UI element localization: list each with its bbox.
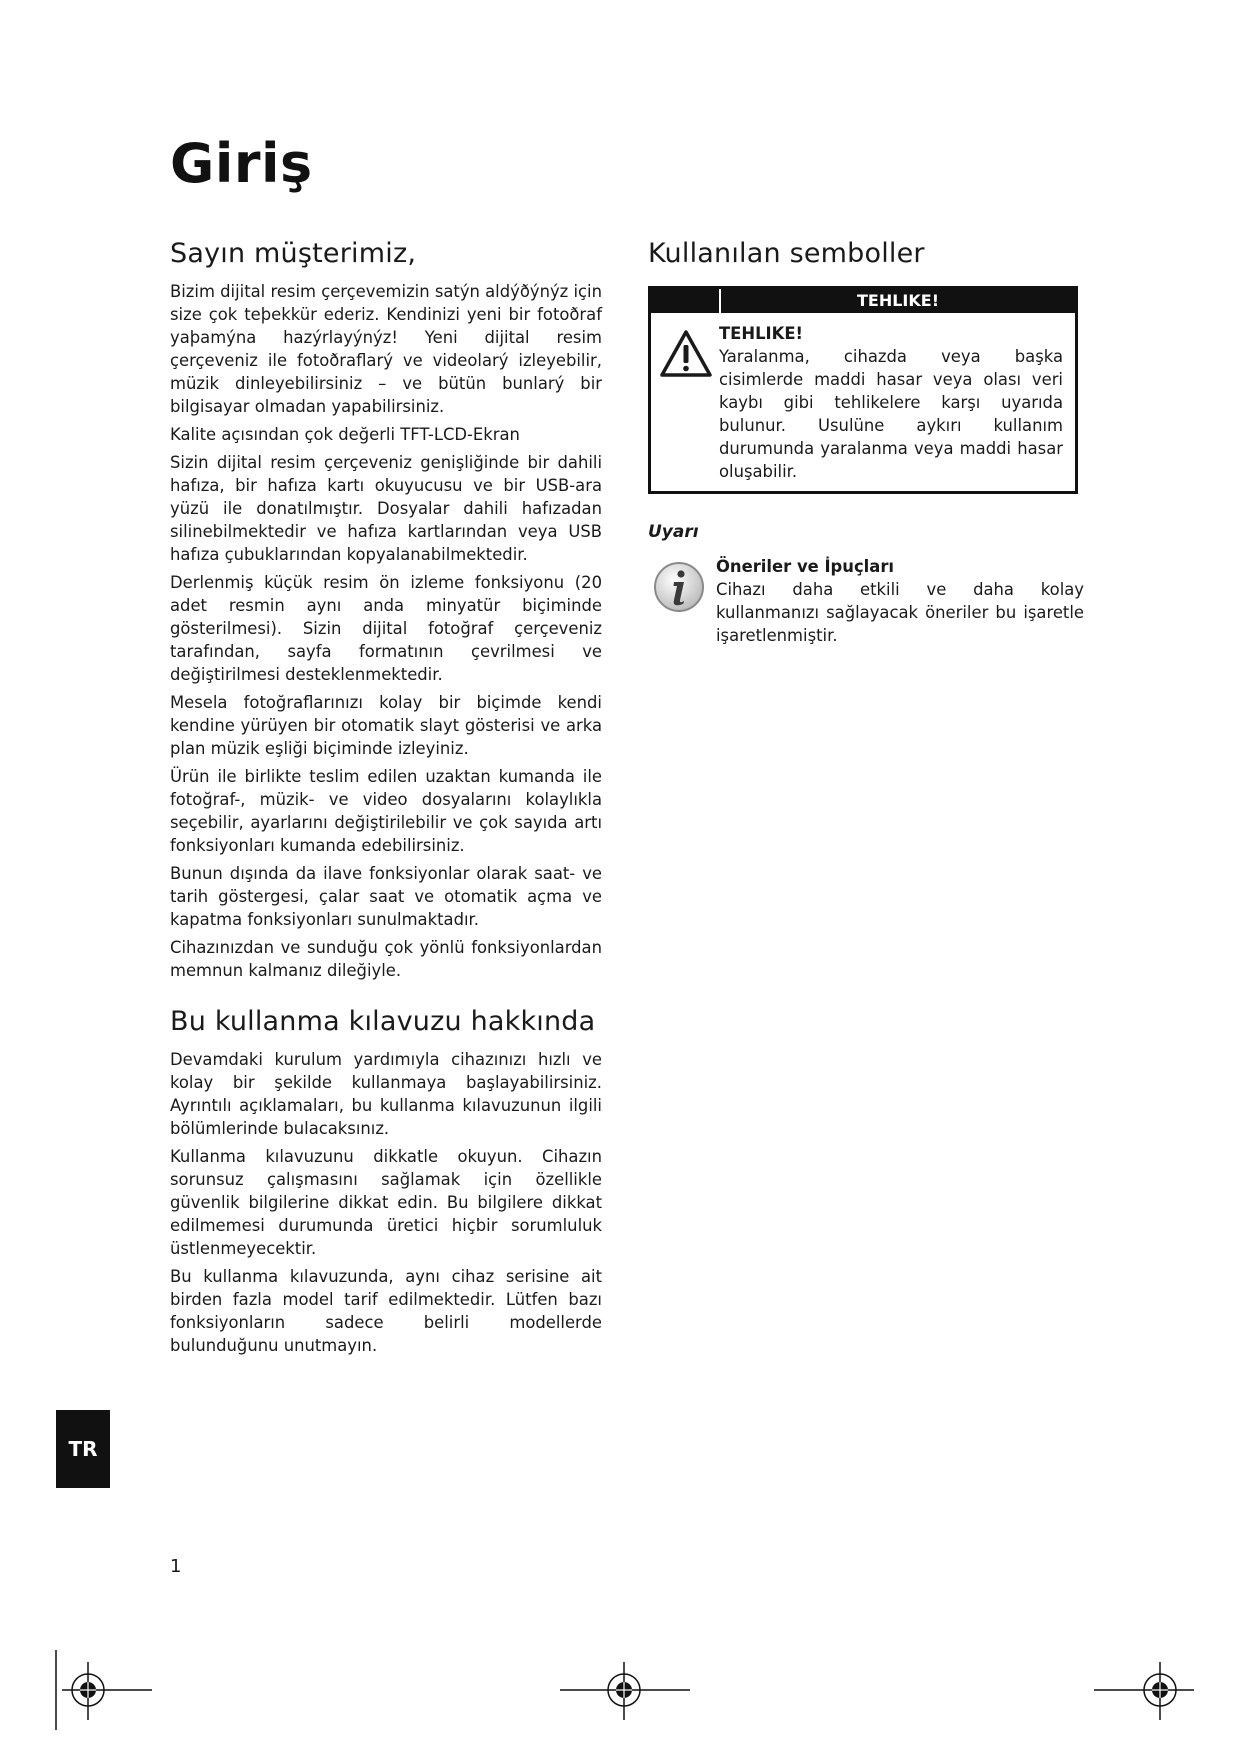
warning-triangle-icon xyxy=(659,329,713,379)
tip-text: Cihazı daha etkili ve daha kolay kullanmanızı sağlayacak öneriler bu işaretle işaretlenmiştir. xyxy=(716,580,1084,645)
right-column xyxy=(648,236,1084,647)
registration-mark-icon xyxy=(560,1650,690,1730)
danger-notice-box xyxy=(648,286,1078,494)
paragraph: Cihazınızdan ve sunduğu çok yönlü fonksiyonlardan memnun kalmanız dileğiyle. xyxy=(170,938,602,980)
language-tab: TR xyxy=(56,1410,110,1488)
tip-title: Öneriler ve İpuçları xyxy=(716,557,895,576)
left-column xyxy=(170,236,602,1362)
section-heading-greeting: Sayın müşterimiz, xyxy=(170,238,417,269)
paragraph: Mesela fotoğraflarınızı kolay bir biçimde kendi kendine yürüyen bir otomatik slayt gösterisi ve arka plan müzik eşliği biçiminde izleyiniz. xyxy=(170,693,602,758)
paragraph: Kullanma kılavuzunu dikkatle okuyun. Cihazın sorunsuz çalışmasını sağlamak için özellikle güvenlik bilgilerine dikkat edin. Bu bilgilere dikkat edilmemesi durumunda üretici hiçbir sorumluluk üstlenmeyecektir. xyxy=(170,1147,602,1258)
info-icon xyxy=(652,560,706,614)
paragraph: Bu kullanma kılavuzunda, aynı cihaz serisine ait birden fazla model tarif edilmektedir. Lütfen bazı fonksiyonların sadece belirli modellerde bulunduğunu unutmayın. xyxy=(170,1267,602,1355)
paragraph: Derlenmiş küçük resim ön izleme fonksiyonu (20 adet resmin aynı anda minyatür biçiminde gösterilmesi). Sizin dijital fotoğraf çerçeveniz tarafından, sayfa formatının çevrilmesi ve değiştirilmesi desteklenmektedir. xyxy=(170,573,602,684)
uyari-label: Uyarı xyxy=(648,522,699,542)
page-number: 1 xyxy=(170,1556,182,1577)
danger-header-label: TEHLIKE! xyxy=(856,291,939,310)
section-heading-symbols: Kullanılan semboller xyxy=(648,238,925,269)
paragraph: Devamdaki kurulum yardımıyla cihazınızı hızlı ve kolay bir şekilde kullanmaya başlayabilirsiniz. Ayrıntılı açıklamaları, bu kullanma kılavuzunun ilgili bölümlerinde bulacaksınız. xyxy=(170,1050,602,1138)
danger-body xyxy=(651,313,1075,491)
page-title: Giriş xyxy=(170,132,313,195)
danger-text: Yaralanma, cihazda veya başka cisimlerde maddi hasar veya olası veri kaybı gibi tehlikelere karşı uyarıda bulunur. Usulüne aykırı kullanım durumunda yaralanma veya maddi hasar oluşabilir. xyxy=(719,347,1063,481)
danger-title: TEHLIKE! xyxy=(719,324,804,343)
paragraph: Bizim dijital resim çerçevemizin satýn aldýðýnýz için size çok teþekkür ederiz. Kendinizi yeni bir fotoðraf yaþamýna hazýrlayýnýz! Yeni dijital resim çerçeveniz ile fotoðraflarý ve videolarý izleyebilir, müzik dinleyebilirsiniz – ve bütün bunlarý bir bilgisayar olmadan yapabilirsiniz. xyxy=(170,282,602,416)
danger-header-bar xyxy=(651,289,1075,313)
paragraph: Ürün ile birlikte teslim edilen uzaktan kumanda ile fotoğraf-, müzik- ve video dosyalarını kolaylıkla seçebilir, ayarlarını değiştirilebilir ve çok sayıda artı fonksiyonları kumanda edebilirsiniz. xyxy=(170,767,602,855)
section-heading-manual: Bu kullanma kılavuzu hakkında xyxy=(170,1006,596,1037)
registration-mark-icon xyxy=(52,1650,162,1730)
paragraph: Kalite açısından çok değerli TFT-LCD-Ekran xyxy=(170,425,520,444)
registration-mark-icon xyxy=(1094,1650,1204,1730)
tip-notice xyxy=(648,556,1084,647)
danger-header-icon-cell xyxy=(651,289,721,313)
paragraph: Bunun dışında da ilave fonksiyonlar olarak saat- ve tarih göstergesi, çalar saat ve otomatik açma ve kapatma fonksiyonları sunulmaktadır. xyxy=(170,864,602,929)
paragraph: Sizin dijital resim çerçeveniz genişliğinde bir dahili hafıza, bir hafıza kartı okuyucusu ve bir USB-ara yüzü ile donatılmıştır. Dosyalar dahili hafızadan silinebilmektedir ve hafıza kartlarından veya USB hafıza çubuklarından kopyalanabilmektedir. xyxy=(170,453,602,564)
